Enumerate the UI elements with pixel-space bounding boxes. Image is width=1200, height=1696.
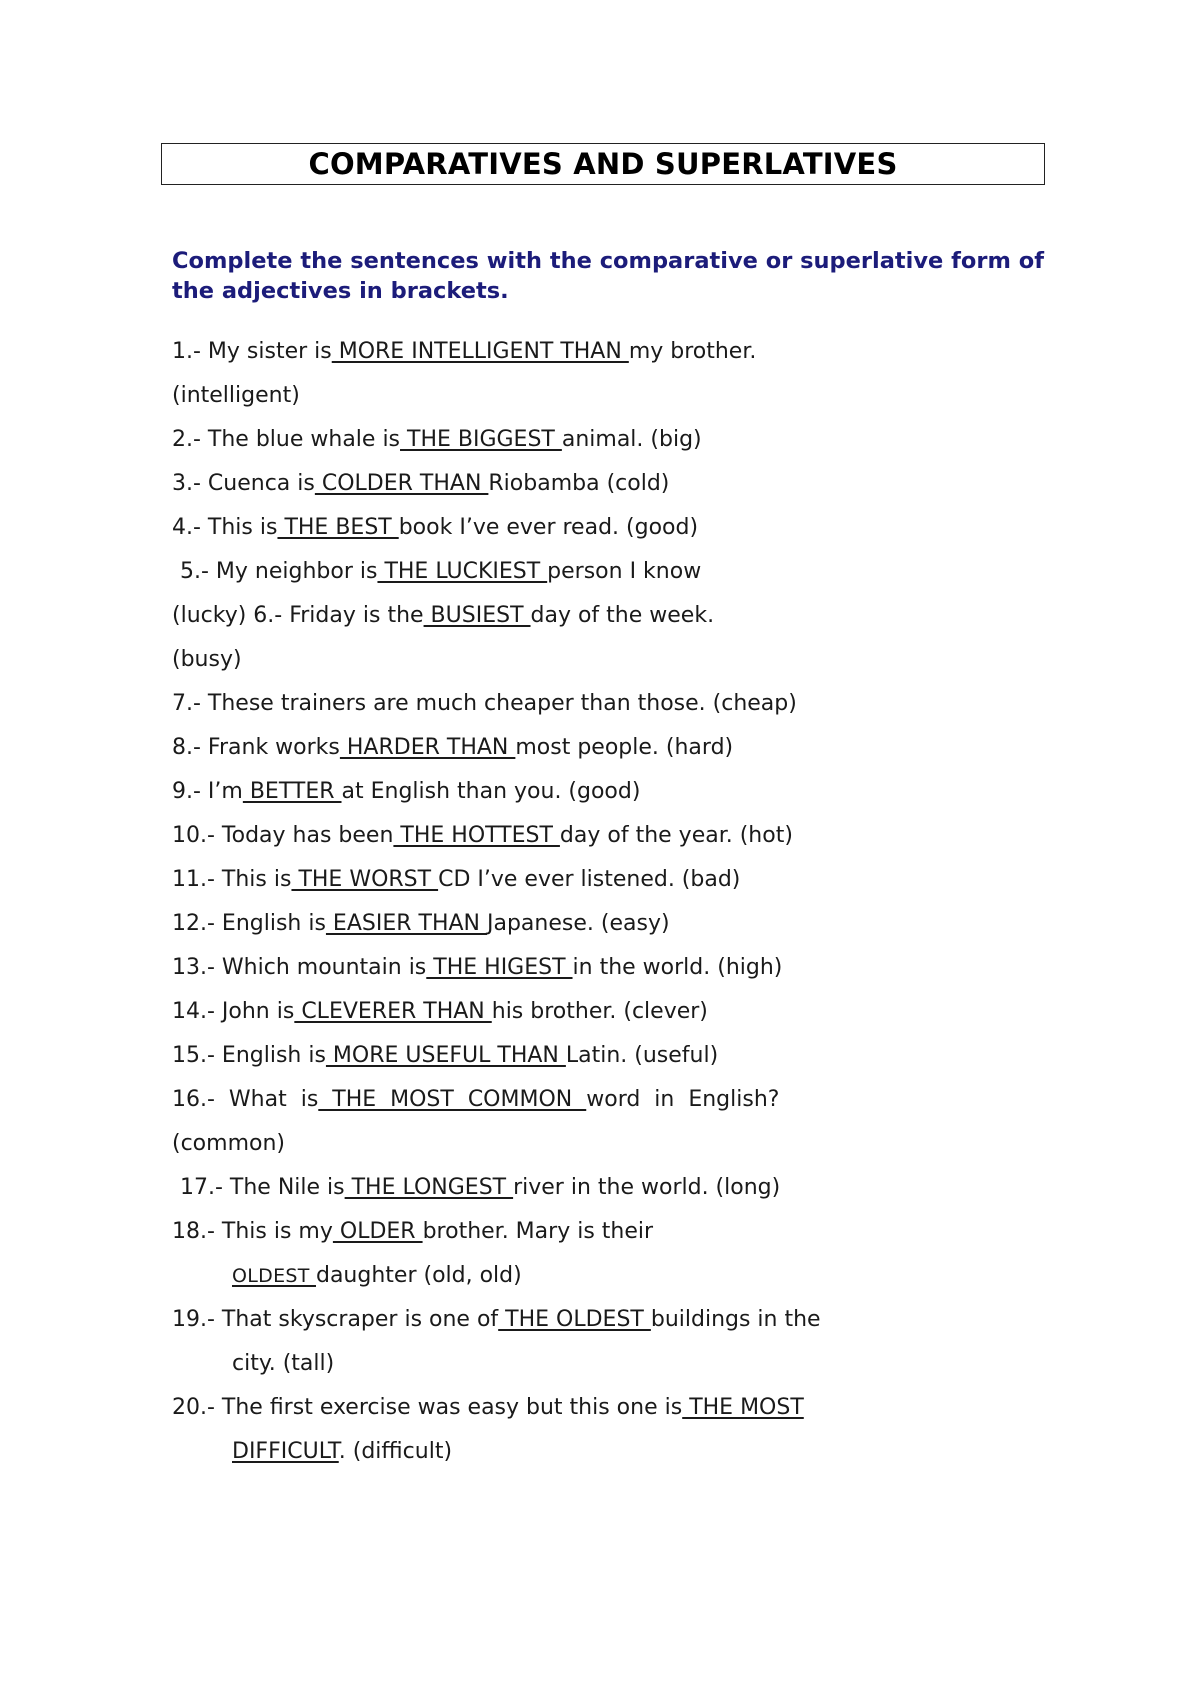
- answer: THE LONGEST: [344, 1175, 514, 1200]
- line-text: (busy): [172, 647, 242, 672]
- line-text: most people. (hard): [515, 735, 734, 760]
- exercise-line-16-cont: [172, 1129, 285, 1159]
- answer: THE HOTTEST: [393, 823, 560, 848]
- exercise-line-11: [172, 865, 740, 895]
- exercise-line-3: [172, 469, 669, 499]
- line-text: his brother. (clever): [491, 999, 708, 1024]
- exercise-line-20: [172, 1393, 804, 1423]
- exercise-line-6: [172, 601, 714, 631]
- answer: MORE USEFUL THAN: [325, 1043, 566, 1068]
- line-text: brother. Mary is their: [422, 1219, 654, 1244]
- line-text: 4.- This is: [172, 515, 278, 540]
- line-text: Riobamba (cold): [488, 471, 670, 496]
- line-text: city. (tall): [232, 1351, 335, 1376]
- line-text: 8.- Frank works: [172, 735, 340, 760]
- exercise-line-19-cont: [232, 1349, 334, 1379]
- exercise-line-12: [172, 909, 670, 939]
- line-text: Japanese. (easy): [487, 911, 670, 936]
- answer: EASIER THAN: [325, 911, 487, 936]
- line-text: CD I’ve ever listened. (bad): [438, 867, 741, 892]
- exercise-line-20-cont: [232, 1437, 452, 1467]
- line-text: my brother.: [628, 339, 757, 364]
- answer: COLDER THAN: [314, 471, 489, 496]
- exercise-line-18: [172, 1217, 653, 1247]
- exercise-line-4: [172, 513, 698, 543]
- line-text: person I know: [547, 559, 702, 584]
- answer: HARDER THAN: [339, 735, 516, 760]
- title-box: [161, 143, 1045, 185]
- answer: BUSIEST: [423, 603, 531, 628]
- exercise-line-9: [172, 777, 640, 807]
- line-text: (intelligent): [172, 383, 300, 408]
- line-text: 9.- I’m: [172, 779, 243, 804]
- answer: MORE INTELLIGENT THAN: [331, 339, 629, 364]
- exercise-line-10: [172, 821, 793, 851]
- line-text: word in English?: [586, 1087, 780, 1112]
- line-text: river in the world. (long): [513, 1175, 781, 1200]
- exercise-line-13: [172, 953, 782, 983]
- exercise-line-5: [180, 557, 701, 587]
- exercise-line-1: [172, 337, 756, 367]
- line-text: 12.- English is: [172, 911, 326, 936]
- answer: OLDER: [332, 1219, 423, 1244]
- line-text: 16.- What is: [172, 1087, 319, 1112]
- line-text: 3.- Cuenca is: [172, 471, 315, 496]
- answer: THE BEST: [277, 515, 399, 540]
- exercise-line-15: [172, 1041, 718, 1071]
- exercise-line-7: [172, 689, 797, 719]
- line-text: 14.- John is: [172, 999, 295, 1024]
- answer: OLDEST: [232, 1265, 316, 1287]
- line-text: 20.- The first exercise was easy but this one is: [172, 1395, 683, 1420]
- answer: THE MOST: [682, 1395, 804, 1420]
- line-text: 2.- The blue whale is: [172, 427, 401, 452]
- answer: THE HIGEST: [426, 955, 573, 980]
- exercise-line-16: [172, 1085, 779, 1115]
- line-text: 19.- That skyscraper is one of: [172, 1307, 499, 1332]
- line-text: 1.- My sister is: [172, 339, 332, 364]
- line-text: . (difficult): [338, 1439, 453, 1464]
- line-text: 11.- This is: [172, 867, 292, 892]
- line-text: daughter (old, old): [315, 1263, 522, 1288]
- answer: CLEVERER THAN: [294, 999, 492, 1024]
- instructions: Complete the sentences with the comparative or superlative form of the adjectives in brackets.: [172, 248, 1044, 304]
- line-text: at English than you. (good): [341, 779, 641, 804]
- line-text: Latin. (useful): [565, 1043, 719, 1068]
- exercise-line-17: [180, 1173, 780, 1203]
- line-text: buildings in the: [650, 1307, 821, 1332]
- answer: THE WORST: [291, 867, 439, 892]
- answer: DIFFICULT: [232, 1439, 339, 1464]
- line-text: (common): [172, 1131, 285, 1156]
- line-text: in the world. (high): [572, 955, 783, 980]
- line-text: 5.- My neighbor is: [180, 559, 378, 584]
- exercise-line-8: [172, 733, 733, 763]
- answer: THE BIGGEST: [400, 427, 562, 452]
- answer: BETTER: [242, 779, 342, 804]
- answer: THE LUCKIEST: [377, 559, 548, 584]
- answer: THE MOST COMMON: [318, 1087, 587, 1112]
- exercise-line-19: [172, 1305, 821, 1335]
- line-text: 15.- English is: [172, 1043, 326, 1068]
- line-text: (lucky) 6.- Friday is the: [172, 603, 424, 628]
- exercise-line-14: [172, 997, 708, 1027]
- line-text: 7.- These trainers are much cheaper than those. (cheap): [172, 691, 797, 716]
- exercise-line-2: [172, 425, 702, 455]
- line-text: day of the week.: [530, 603, 715, 628]
- line-text: 13.- Which mountain is: [172, 955, 427, 980]
- line-text: day of the year. (hot): [559, 823, 793, 848]
- line-text: 10.- Today has been: [172, 823, 394, 848]
- line-text: 18.- This is my: [172, 1219, 333, 1244]
- exercise-line-18-cont: [232, 1261, 522, 1291]
- line-text: book I’ve ever read. (good): [398, 515, 699, 540]
- exercise-line-6-cont: [172, 645, 242, 675]
- exercise-line-1-cont: [172, 381, 300, 411]
- line-text: animal. (big): [561, 427, 702, 452]
- line-text: 17.- The Nile is: [180, 1175, 345, 1200]
- page-title: COMPARATIVES AND SUPERLATIVES: [308, 147, 898, 181]
- answer: THE OLDEST: [498, 1307, 651, 1332]
